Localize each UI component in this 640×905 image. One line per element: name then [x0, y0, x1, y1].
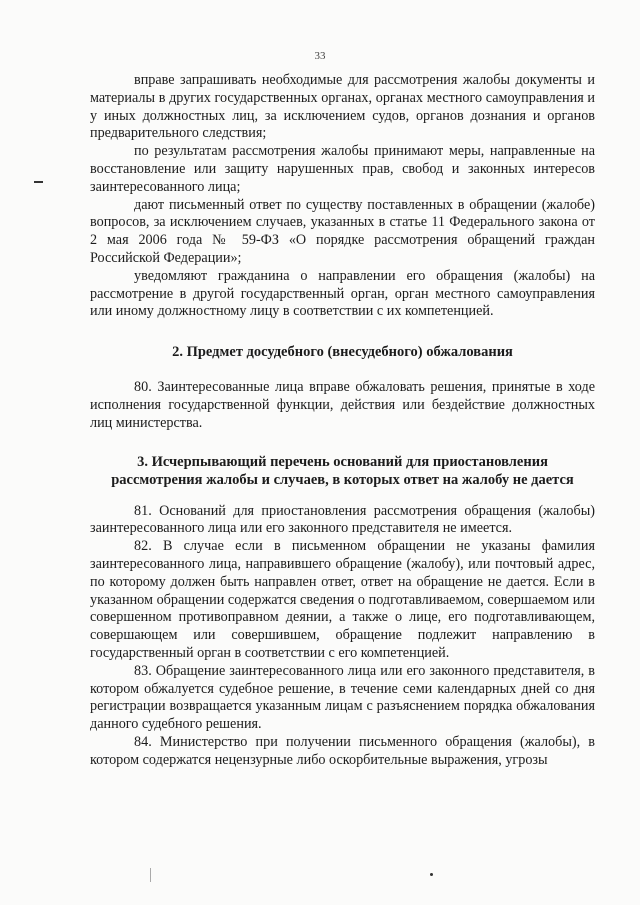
- list-item: уведомляют гражданина о направлении его обращения (жалобы) на рассмотрение в другой государственный орган, орган местного самоуправления или иному должностному лицу в соответствии с их компетенцией.: [90, 267, 595, 320]
- scan-mark: [430, 873, 433, 876]
- paragraph-84: 84. Министерство при получении письменного обращения (жалобы), в котором содержатся нецензурные либо оскорбительные выражения, угрозы: [90, 733, 595, 768]
- paragraph-83: 83. Обращение заинтересованного лица или его законного представителя, в котором обжалуется судебное решение, в течение семи календарных дней со дня регистрации возвращается указанным лицам с разъяснением порядка обжалования данного судебного решения.: [90, 662, 595, 733]
- document-body: [90, 72, 595, 770]
- scan-mark: [150, 868, 151, 882]
- scan-mark: [34, 181, 43, 183]
- page-number: 33: [314, 50, 326, 62]
- paragraph-81: 81. Оснований для приостановления рассмотрения обращения (жалобы) заинтересованного лица или его законного представителя не имеется.: [90, 502, 595, 537]
- list-item: вправе запрашивать необходимые для рассмотрения жалобы документы и материалы в других государственных органах, органах местного самоуправления и у иных должностных лиц, за исключением судов, органов дознания и органов предварительного следствия;: [90, 72, 595, 142]
- list-item: по результатам рассмотрения жалобы принимают меры, направленные на восстановление или защиту нарушенных прав, свобод и законных интересов заинтересованного лица;: [90, 143, 595, 195]
- paragraph-82: 82. В случае если в письменном обращении не указаны фамилия заинтересованного лица, направившего обращение (жалобу), или почтовый адрес, по которому должен быть направлен ответ, ответ на обращение не дается. Если в указанном обращении содержатся сведения о подготавливаемом, совершаемом или совершенном противоправном деянии, а также о лице, его подготавливающем, совершающем или совершившем, обращение подлежит направлению в государственный орган в соответствии с его компетенцией.: [90, 538, 595, 661]
- paragraph-80: 80. Заинтересованные лица вправе обжаловать решения, принятые в ходе исполнения государственной функции, действия или бездействие должностных лиц министерства.: [90, 379, 595, 431]
- list-item: дают письменный ответ по существу поставленных в обращении (жалобе) вопросов, за исключением случаев, указанных в статье 11 Федерального закона от 2 мая 2006 года № 59-ФЗ «О порядке рассмотрения обращений граждан Российской Федерации»;: [90, 196, 595, 266]
- section-heading-2: 2. Предмет досудебного (внесудебного) обжалования: [172, 344, 513, 361]
- section-heading-3: 3. Исчерпывающий перечень оснований для приостановления рассмотрения жалобы и случаев, в которых ответ на жалобу не дается: [111, 453, 574, 488]
